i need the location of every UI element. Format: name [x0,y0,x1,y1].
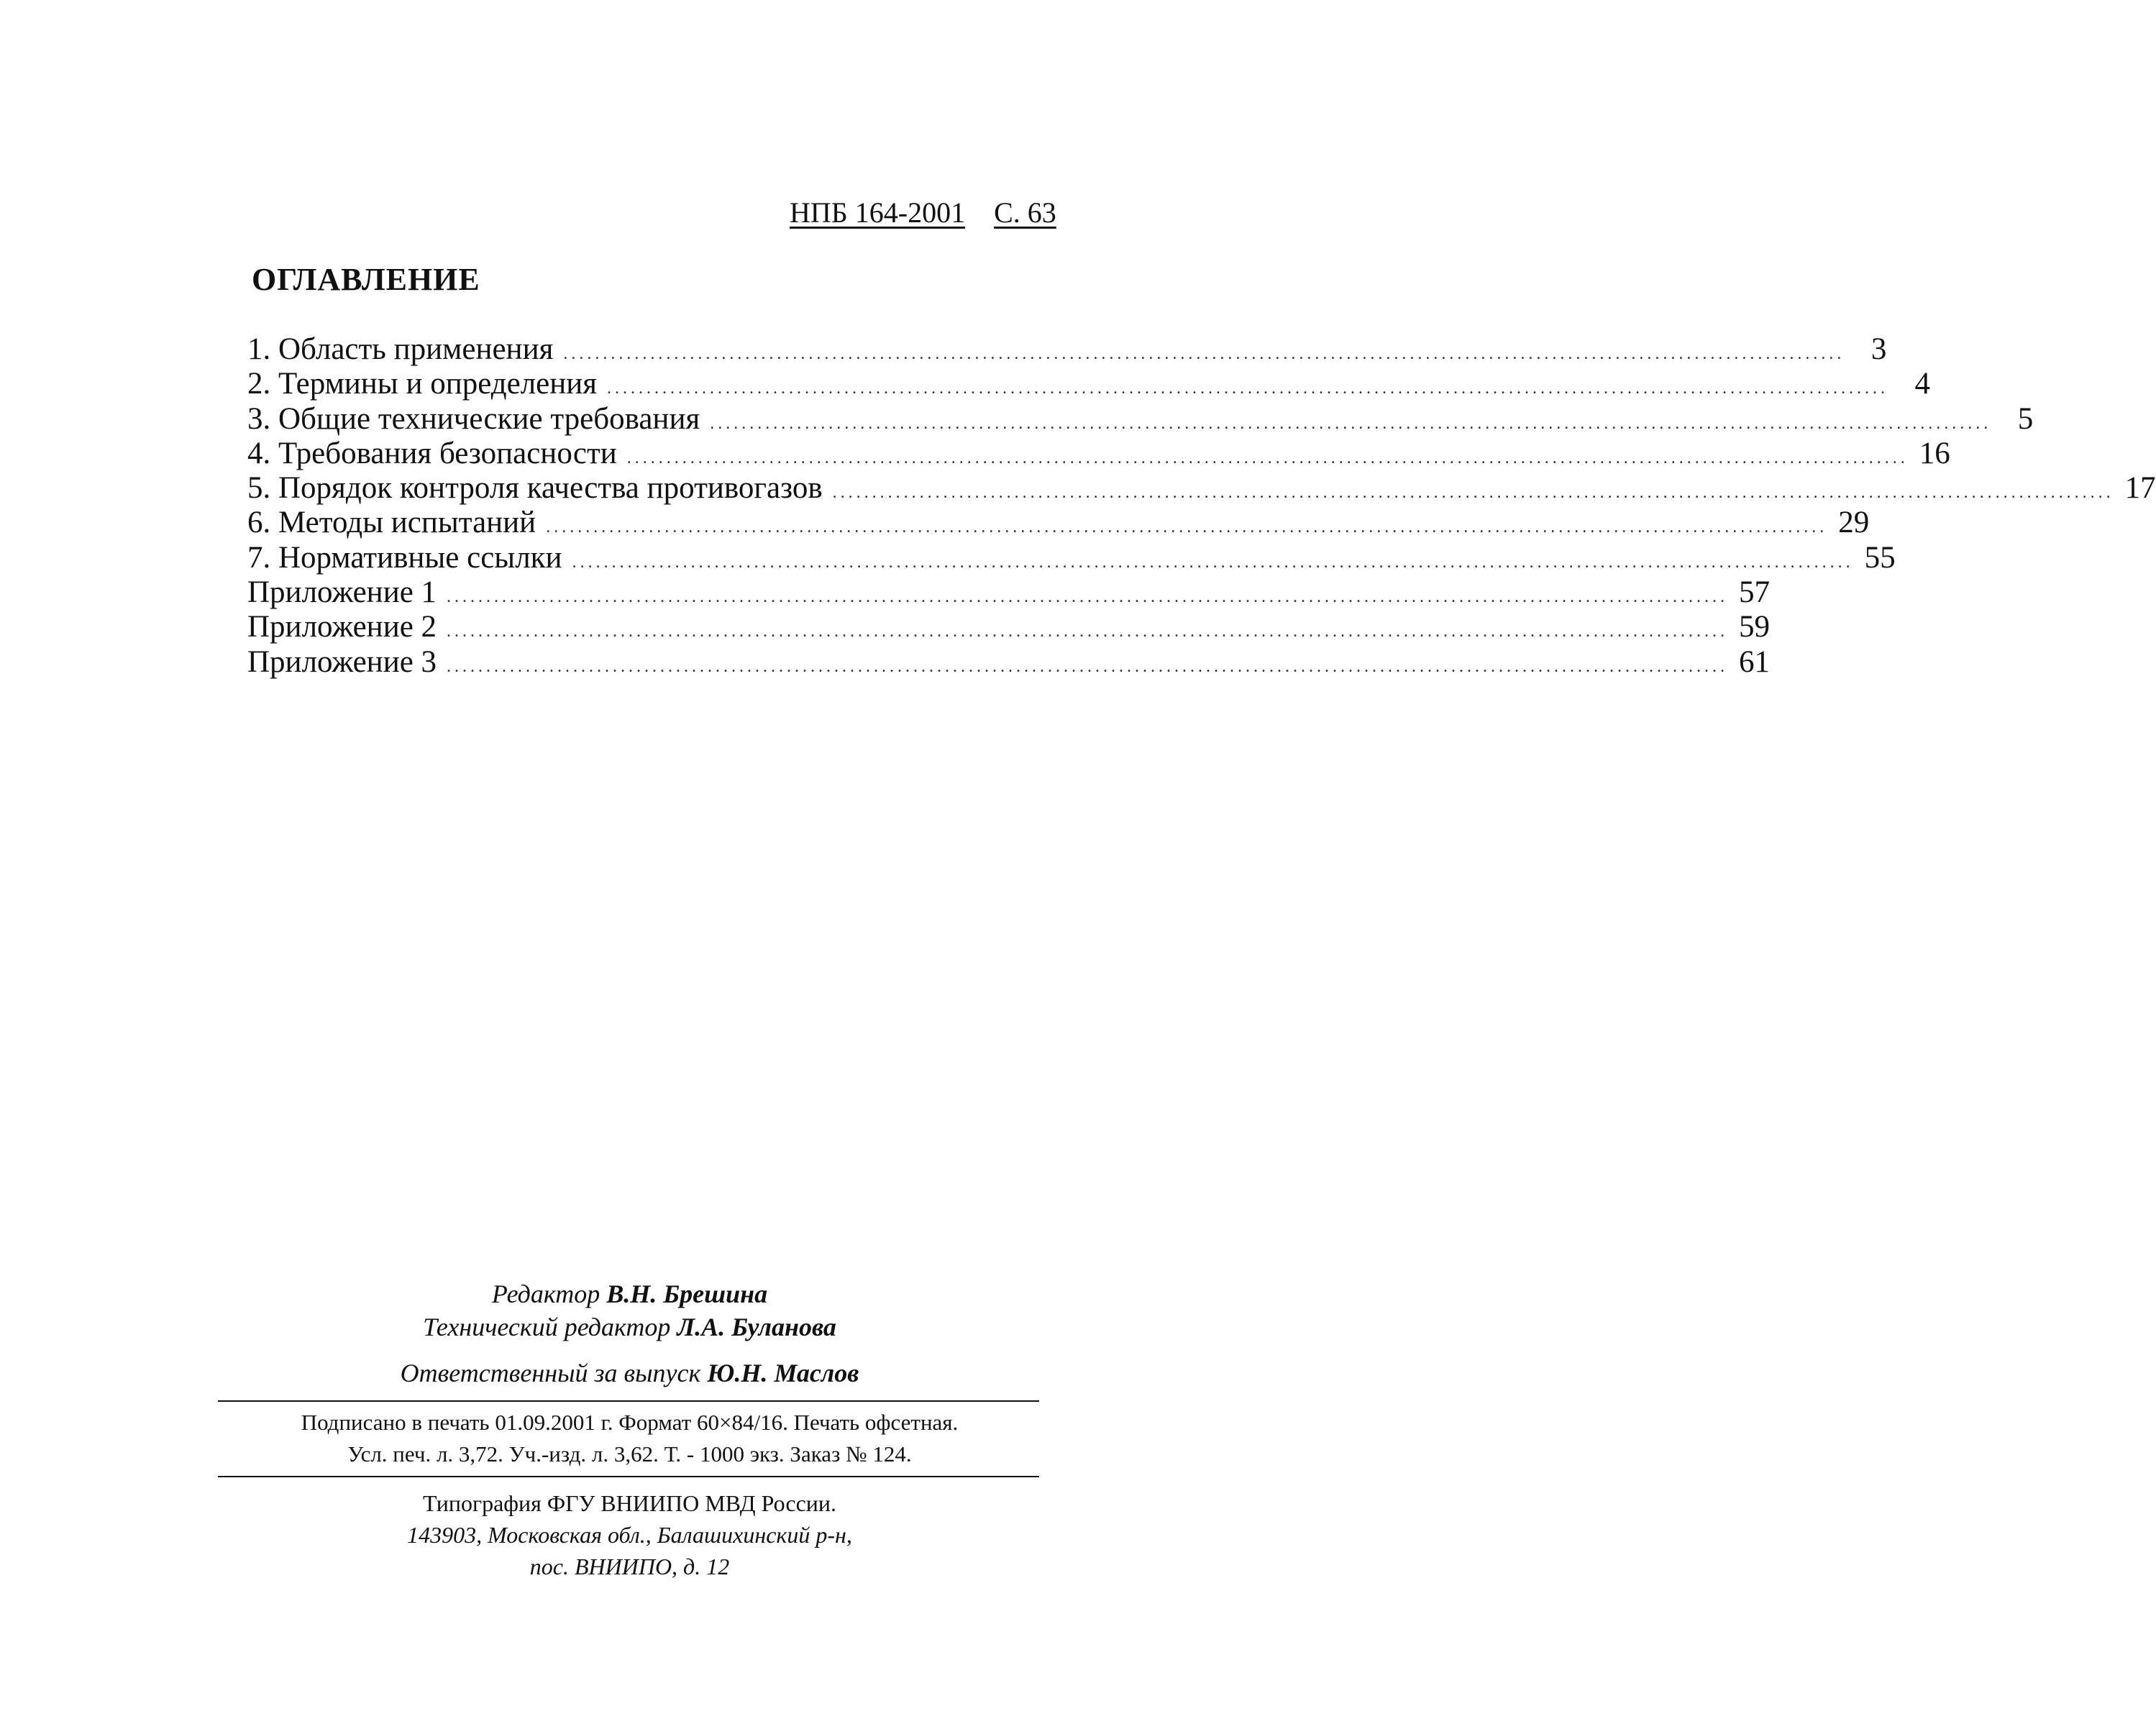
responsible-credit [0,1356,1259,1390]
page-number: С. 63 [994,196,1056,229]
toc-item-label: Приложение 1 [247,575,437,610]
printer-address-line-2: пос. ВНИИПО, д. 12 [529,1554,730,1579]
toc-item-page: 5 [2017,401,2034,436]
toc-item-page: 29 [1838,506,1870,540]
toc-item-label: Приложение 3 [247,644,437,679]
toc-dot-leader: .................................................................................................................................................................. [710,414,1992,433]
editor-credit [0,1277,1259,1310]
tech-editor-role: Технический редактор [423,1313,671,1341]
imprint-line-1: Подписано в печать 01.09.2001 г. Формат 60×84/16. Печать офсетная. [301,1410,959,1435]
toc-item-page: 55 [1864,540,1896,575]
toc-dot-leader: .................................................................................................................................................................. [447,588,1729,607]
toc-dot-leader: .................................................................................................................................................................. [832,483,2114,503]
toc-item-label: 6. Методы испытаний [247,506,536,540]
toc-item-page: 3 [1870,332,1887,366]
editor-role: Редактор [491,1280,600,1308]
toc-item-page: 17 [2124,471,2156,506]
toc-item [247,575,1771,610]
toc-item-label: 1. Область применения [247,332,554,366]
table-of-contents [247,332,2156,680]
editor-name: В.Н. Брешина [606,1280,768,1308]
divider-top [218,1400,1039,1402]
toc-item-label: 5. Порядок контроля качества противогазов [247,471,823,506]
toc-item [247,367,1931,401]
toc-item [247,644,1771,680]
toc-item-page: 59 [1739,610,1771,644]
document-header [790,196,1056,230]
responsible-name: Ю.Н. Маслов [707,1359,859,1387]
toc-item-page: 61 [1739,644,1771,679]
toc-title: ОГЛАВЛЕНИЕ [252,262,480,297]
printer-address-line-1: 143903, Московская обл., Балашихинский р-н, [407,1522,852,1548]
toc-dot-leader: .................................................................................................................................................................. [447,622,1729,642]
toc-item [247,436,1950,471]
imprint-block [0,1407,1259,1470]
toc-item-label: 7. Нормативные ссылки [247,540,562,575]
toc-dot-leader: .................................................................................................................................................................. [563,345,1845,363]
tech-editor-name: Л.А. Буланова [677,1313,836,1341]
toc-item [247,471,2156,506]
toc-dot-leader: .................................................................................................................................................................. [572,552,1854,572]
imprint-line-2: Усл. печ. л. 3,72. Уч.-изд. л. 3,62. Т. - 1000 экз. Заказ № 124. [347,1441,912,1467]
toc-item [247,401,2034,437]
toc-dot-leader: .................................................................................................................................................................. [607,379,1889,398]
editorial-credits [0,1277,1259,1390]
document-code: НПБ 164-2001 [790,196,966,229]
toc-dot-leader: .................................................................................................................................................................. [546,518,1828,537]
divider-bottom [218,1476,1039,1477]
toc-item-label: 3. Общие технические требования [247,401,700,436]
toc-item [247,506,1870,540]
toc-item-page: 16 [1919,436,1950,470]
toc-item-page: 57 [1739,575,1771,610]
toc-item-page: 4 [1914,367,1931,401]
toc-item [247,540,1896,575]
toc-item-label: 4. Требования безопасности [247,436,617,470]
printer-name: Типография ФГУ ВНИИПО МВД России. [422,1490,837,1516]
tech-editor-credit [0,1310,1259,1344]
toc-dot-leader: .................................................................................................................................................................. [447,657,1729,676]
toc-item-label: Приложение 2 [247,610,437,644]
responsible-role: Ответственный за выпуск [400,1359,701,1387]
toc-item [247,610,1771,644]
printer-block [0,1487,1259,1582]
toc-dot-leader: .................................................................................................................................................................. [626,448,1909,468]
toc-item [247,332,1887,367]
toc-item-label: 2. Термины и определения [247,367,598,401]
